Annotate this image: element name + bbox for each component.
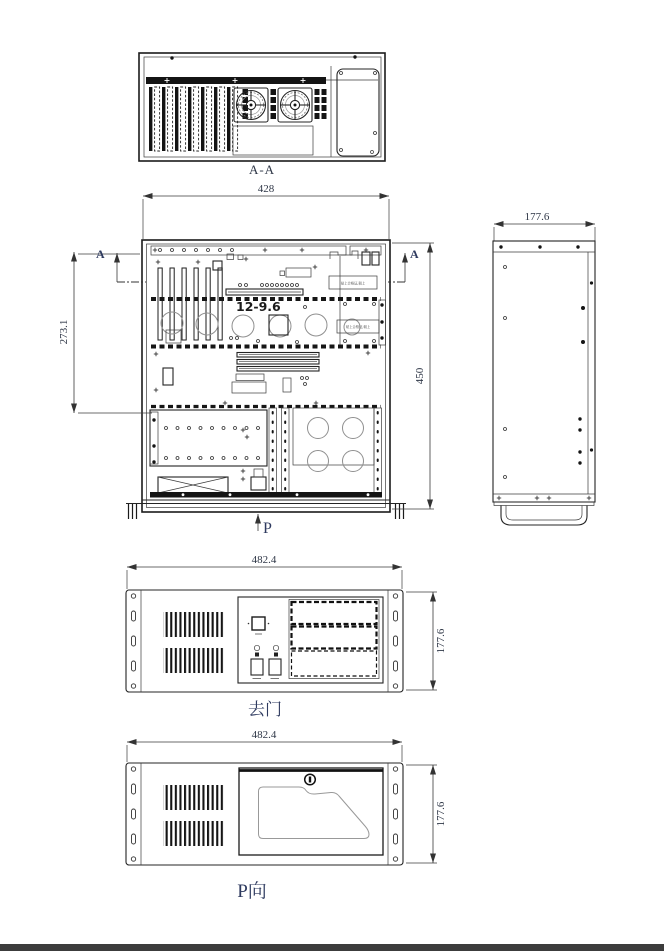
aa-inner-wall (144, 57, 381, 157)
dim-450-text: 450 (414, 367, 426, 385)
vent-grille (163, 821, 225, 846)
memory-slots (237, 353, 319, 372)
fan-tray (233, 126, 313, 155)
label-area-box (158, 477, 228, 493)
sticker-note-text: 贴上合格证,朝上 (345, 325, 371, 329)
section-marker-left (96, 247, 146, 282)
dim-482-open-text: 482.4 (251, 554, 277, 566)
expansion-card-slots (149, 87, 238, 151)
cpu-socket (232, 382, 266, 393)
dimension-450 (392, 243, 434, 509)
sticker-note-text: 贴上合格证,朝上 (340, 281, 366, 286)
rack-ear-right (393, 767, 397, 861)
vent-grille (163, 648, 225, 673)
drive-bays (289, 600, 379, 679)
connector-header (286, 268, 311, 277)
led-indicators (254, 645, 278, 656)
vent-grille (163, 612, 225, 637)
front-open-label: 去门 (248, 700, 282, 719)
sticker-note-box (329, 276, 377, 289)
handle (501, 506, 587, 526)
front-door (239, 768, 383, 855)
dim-482-door-text: 482.4 (251, 729, 277, 741)
plan-view (58, 183, 434, 537)
dimension-177-door (406, 765, 447, 863)
dim-273-text: 273.1 (58, 319, 70, 345)
power-button (248, 617, 270, 634)
dim-177-open-text: 177.6 (435, 628, 447, 654)
psu-cutout (337, 69, 379, 156)
vent-grille (163, 785, 225, 810)
dimension-273 (58, 252, 152, 413)
p-arrow-text: P (263, 520, 272, 537)
dim-177-door-text: 177.6 (435, 801, 447, 827)
lock-icon (305, 774, 316, 785)
side-view (493, 211, 595, 525)
cooling-fan-icon (278, 88, 312, 122)
section-view-aa (139, 53, 385, 177)
dim-428-text: 428 (257, 183, 275, 195)
side-screw-holes (578, 281, 593, 464)
dimension-482-door (127, 729, 402, 762)
hole-count-note: 12-9.6 (236, 299, 281, 314)
section-aa-label: A-A (248, 162, 276, 177)
p-view-arrow (258, 514, 272, 537)
dimension-428 (143, 183, 389, 239)
fan-plate-holes (308, 418, 364, 472)
section-marker-right (388, 247, 419, 282)
dim-177-side-text: 177.6 (524, 211, 550, 223)
marker-a-right-text: A (410, 247, 419, 261)
bottom-bar (0, 944, 664, 951)
riser-slots (158, 268, 222, 340)
rack-ear-left (131, 767, 135, 861)
dimension-482-open (127, 554, 402, 589)
marker-a-left-text: A (96, 247, 105, 261)
rack-ear-right (393, 594, 397, 688)
front-view-with-door (126, 729, 447, 902)
dimension-177-open (406, 592, 447, 690)
rack-ear-left (131, 594, 135, 688)
front-view-no-door (126, 554, 447, 719)
cooling-fan-icon (234, 88, 268, 122)
dimension-177-side (494, 211, 595, 241)
drive-tray-holes (165, 427, 260, 460)
fan-plate (293, 408, 374, 465)
front-door-label: P向 (237, 881, 267, 902)
panel-switches (251, 659, 281, 679)
